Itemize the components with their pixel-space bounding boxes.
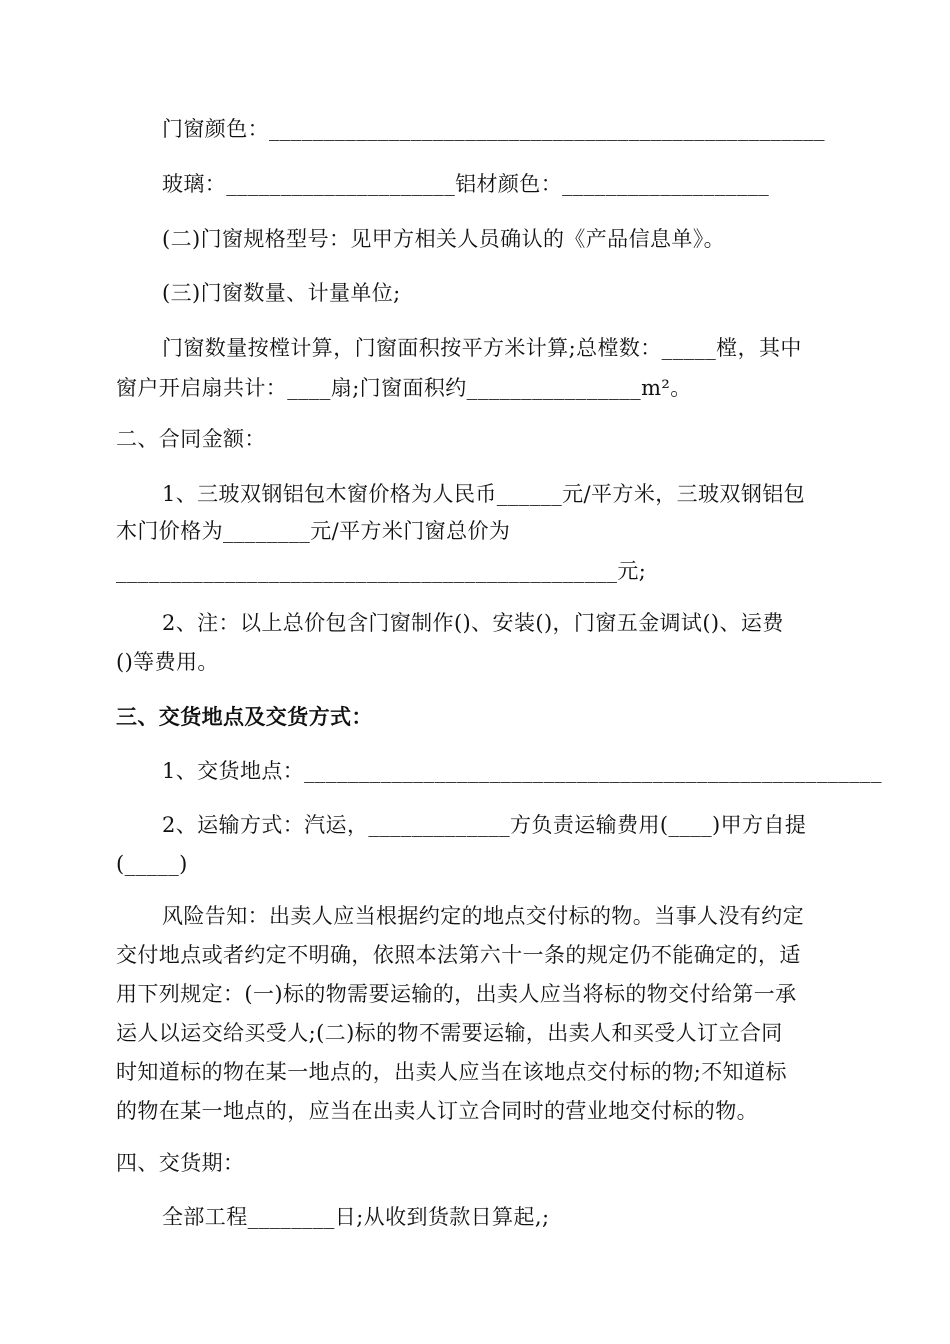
section-heading-delivery-period: 四、交货期：	[116, 1151, 245, 1175]
note-paragraph-line-1: 2、注：以上总价包含门窗制作()、安装()，门窗五金调试()、运费	[162, 611, 784, 635]
door-window-color-line: 门窗颜色：___________________________________________________	[162, 117, 825, 141]
price-paragraph-line-3: ______________________________________________元;	[116, 559, 647, 583]
risk-notice-line-6: 的物在某一地点的，应当在出卖人订立合同时的营业地交付标的物。	[116, 1099, 758, 1123]
quantity-paragraph-line-2: 窗户开启扇共计：____扇;门窗面积约________________m²。	[116, 376, 692, 400]
note-paragraph-line-2: ()等费用。	[116, 650, 219, 674]
risk-notice-line-5: 时知道标的物在某一地点的，出卖人应当在该地点交付标的物;不知道标	[116, 1060, 787, 1084]
risk-notice-line-4: 运人以运交给买受人;(二)标的物不需要运输，出卖人和买受人订立合同	[116, 1021, 783, 1045]
delivery-location-line: 1、交货地点：_____________________________________________________	[162, 759, 882, 783]
quantity-unit-heading: (三)门窗数量、计量单位;	[162, 281, 401, 305]
spec-model-line: (二)门窗规格型号：见甲方相关人员确认的《产品信息单》。	[162, 227, 726, 251]
glass-aluminum-color-line: 玻璃：_____________________铝材颜色：___________________	[162, 172, 770, 196]
price-paragraph-line-1: 1、三玻双钢铝包木窗价格为人民币______元/平方米，三玻双钢铝包	[162, 482, 806, 506]
risk-notice-line-3: 用下列规定：(一)标的物需要运输的，出卖人应当将标的物交付给第一承	[116, 982, 797, 1006]
quantity-paragraph-line-1: 门窗数量按樘计算，门窗面积按平方米计算;总樘数：_____樘，其中	[162, 336, 802, 360]
delivery-period-line: 全部工程________日;从收到货款日算起,;	[162, 1205, 550, 1229]
section-heading-delivery: 三、交货地点及交货方式：	[116, 704, 373, 729]
price-paragraph-line-2: 木门价格为________元/平方米门窗总价为	[116, 519, 511, 543]
transport-paragraph-line-1: 2、运输方式：汽运，_____________方负责运输费用(____)甲方自提	[162, 813, 807, 837]
transport-paragraph-line-2: (_____)	[116, 852, 188, 876]
risk-notice-line-1: 风险告知：出卖人应当根据约定的地点交付标的物。当事人没有约定	[162, 904, 804, 928]
risk-notice-line-2: 交付地点或者约定不明确，依照本法第六十一条的规定仍不能确定的，适	[116, 943, 801, 967]
section-heading-contract-amount: 二、合同金额：	[116, 427, 266, 451]
